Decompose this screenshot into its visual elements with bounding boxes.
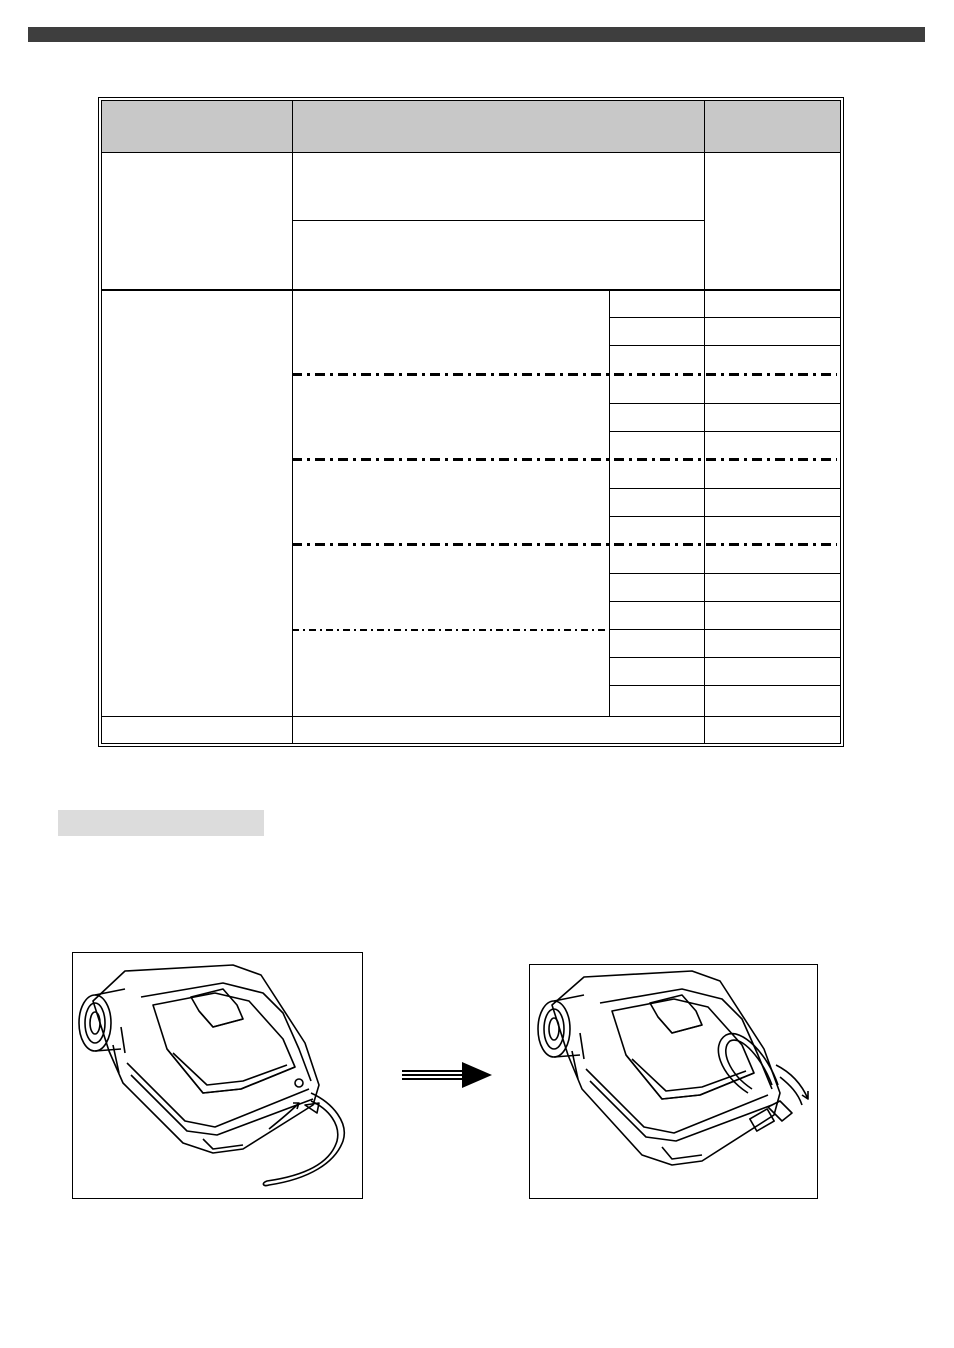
arrow-right-icon (402, 1060, 494, 1090)
camera-strap-attached-icon (530, 965, 817, 1198)
table-group-separator (292, 373, 837, 376)
table-row-divider (609, 431, 841, 432)
table-col-divider (704, 100, 705, 290)
table-row-divider (292, 220, 704, 221)
table-row-divider (609, 488, 841, 489)
figure-camera-strap-after (529, 964, 818, 1199)
table-row-divider (609, 573, 841, 574)
table-row-divider (609, 403, 841, 404)
table-row-divider (609, 601, 841, 602)
table-col-divider (704, 290, 705, 744)
camera-with-strap-icon (73, 953, 362, 1198)
table-row-divider (609, 657, 841, 658)
table-header-cell-2 (293, 101, 704, 152)
table-header-cell-3 (705, 101, 840, 152)
spec-table (101, 100, 841, 744)
table-header-cell-1 (102, 101, 292, 152)
table-col-divider (292, 100, 293, 744)
page-header-bar (28, 27, 925, 42)
table-row-divider (609, 317, 841, 318)
table-row-divider (609, 516, 841, 517)
table-row-divider (609, 629, 841, 630)
table-row-divider (609, 345, 841, 346)
table-row-divider (101, 289, 841, 291)
table-group-separator (292, 543, 837, 546)
table-row-divider (101, 716, 841, 717)
table-col-divider (609, 290, 610, 716)
table-row-divider (609, 685, 841, 686)
table-group-separator (292, 629, 609, 631)
table-group-separator (292, 458, 837, 461)
section-heading (58, 810, 264, 836)
figure-camera-strap-before (72, 952, 363, 1199)
table-row-divider (101, 152, 841, 153)
